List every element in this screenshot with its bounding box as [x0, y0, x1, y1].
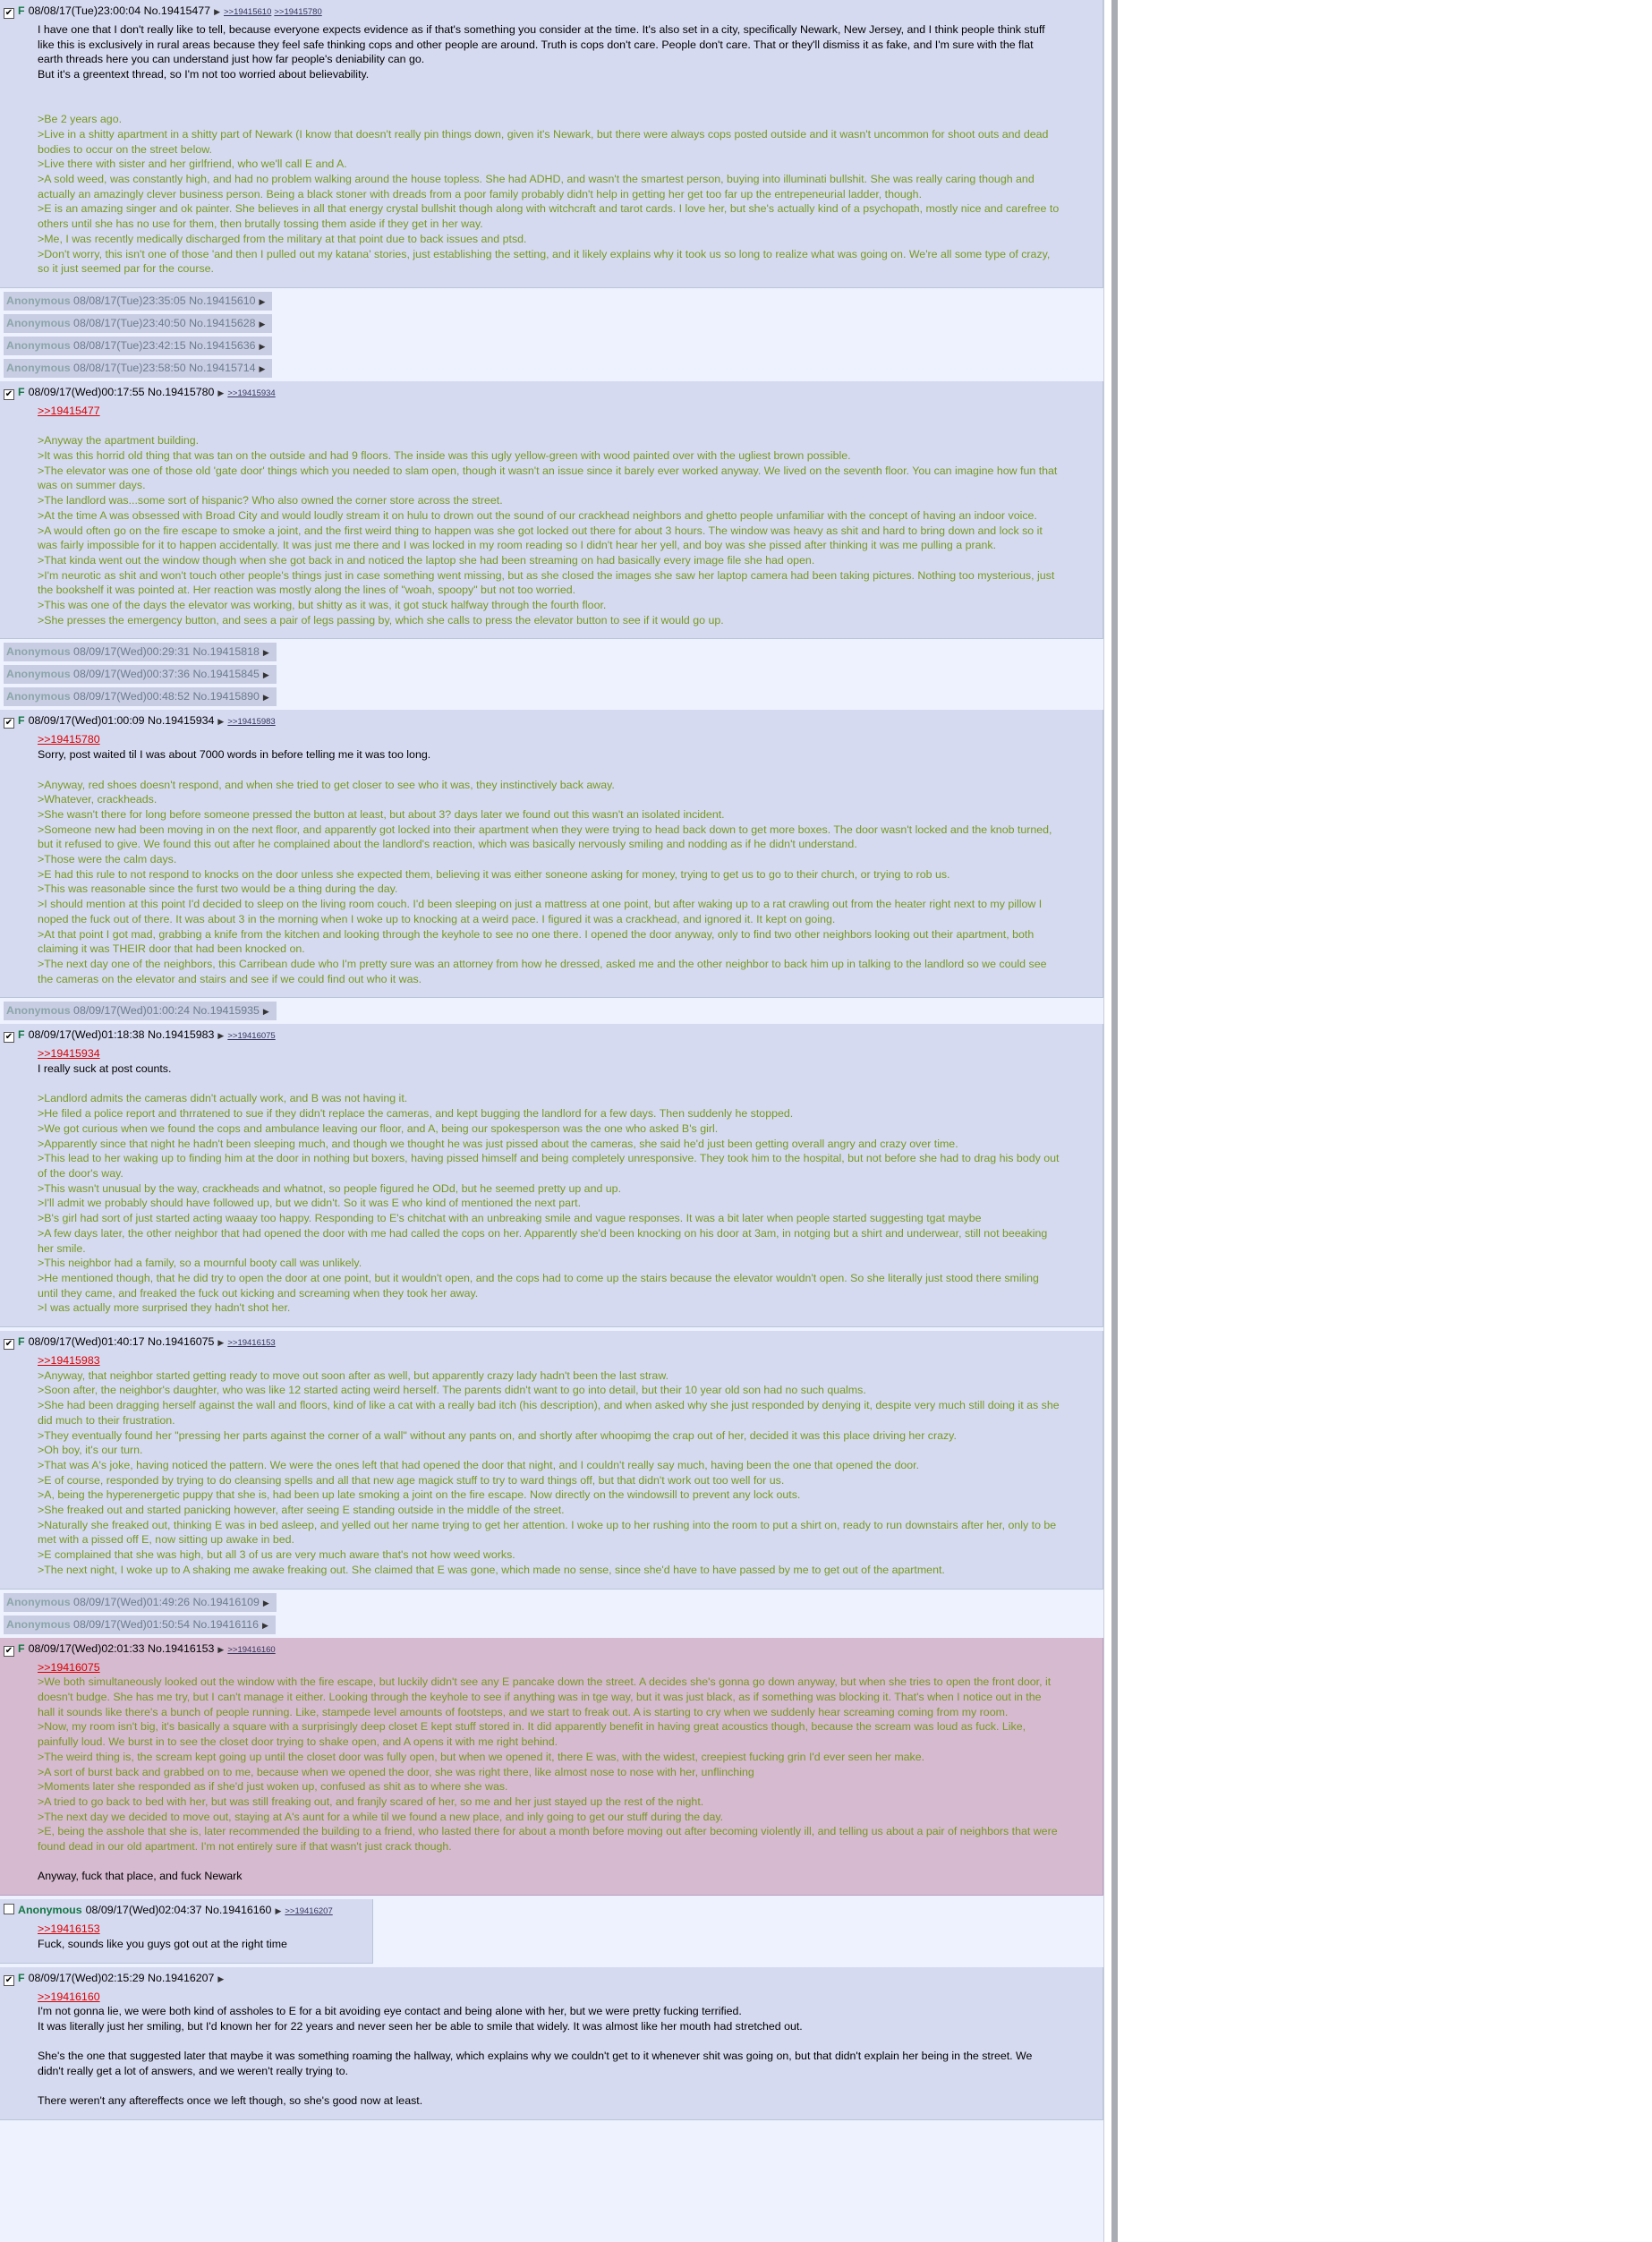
- post-line: [38, 508, 1061, 524]
- greentext-line: >It was this horrid old thing that was tan on the outside and had 9 floors. The inside was this ugly yellow-green with wood painted over with the ugliest brown possible.: [38, 449, 851, 463]
- post-line: [38, 1046, 1061, 1061]
- greentext-line: >She had been dragging herself against the wall and floors, kind of like a cat with a really bad itch (his description), and when asked why she just responded by denying it, despite very much still doing it as she did much to their frustration.: [38, 1399, 1060, 1427]
- post-line: [38, 2049, 1061, 2078]
- quote-link[interactable]: >>19415780: [38, 733, 100, 746]
- greentext-line: >That was A's joke, having noticed the pattern. We were the ones left that had opened the door that night, and I couldn't really say much, having been the one that opened the door.: [38, 1458, 920, 1471]
- post-number[interactable]: No.19416116: [192, 1617, 259, 1631]
- text-line: I'm not gonna lie, we were both kind of assholes to E for a bit avoiding eye contact and being alone with her, but we were pretty fucking terrified.: [38, 2005, 742, 2018]
- greentext-line: >At that point I got mad, grabbing a knife from the kitchen and looking through the keyhole to see no one there. I opened the door anyway, only to find two other neighbors looking out their apartment, both claiming it was THEIR door that had been knocked on.: [38, 927, 1035, 956]
- poster-name: F: [18, 714, 25, 728]
- post-body: [0, 401, 1103, 628]
- greentext-line: >A would often go on the fire escape to smoke a joint, and the first weird thing to happen was she got locked out there for about 3 hours. The window was heavy as shit and hard to bring down and lock so it was fairly impossible for it to happen accidentally. It was just me there and I was locked in my room reading so I didn't hear her yell, and boy was she pissed after thinking it was me pulling a prank.: [38, 524, 1043, 552]
- greentext-line: >E, being the asshole that she is, later recommended the building to a friend, who lasted there for about a month before moving out after becoming violently ill, and telling us about a pair of neighbors that were found dead in our old apartment. I'm not entirely sure if that wasn't just crack though.: [38, 1825, 1058, 1854]
- post-line: [38, 201, 1061, 231]
- post-line: [38, 1518, 1061, 1547]
- poster-name: F: [18, 4, 25, 17]
- post-line: [38, 867, 1061, 882]
- greentext-line: >This wasn't unusual by the way, crackheads and whatnot, so people figured he ODd, but he seemed pretty up and up.: [38, 1181, 622, 1195]
- poster-name: Anonymous: [6, 645, 71, 659]
- post-menu-arrow-icon[interactable]: ▶: [217, 388, 225, 397]
- post-line: [38, 897, 1061, 926]
- reply-post: [0, 1024, 1103, 1327]
- greentext-line: >A sold weed, was constantly high, and had no problem walking around the house topless. She had ADHD, and wasn't the smartest person, buying into illuminati bullshit. She was really caring though and actually an amazingly clever business person. Being a black stoner with dreads from a poor family probably didn't help in getting her get too far up the entrepeneurial ladder, though.: [38, 173, 1035, 200]
- greentext-line: >A few days later, the other neighbor that had opened the door with me had called the cops on her. Apparently she'd been knocking on his door at 3am, in notging but a shirt and underwear, still not beeaking her smile.: [38, 1226, 1048, 1255]
- post-menu-arrow-icon[interactable]: ▶: [217, 1338, 225, 1348]
- greentext-line: >Someone new had been moving in on the next floor, and apparently got locked into their apartment when they were trying to head back down to get more boxes. The door wasn't locked and the knob turned, but it refused to give. We found this out after he complained about the landlord's reaction, which was basically nervously smiling and nodding as if he didn't understand.: [38, 823, 1052, 851]
- greentext-line: >Soon after, the neighbor's daughter, who was like 12 started acting weird herself. The parents didn't want to go into detail, but their 10 year old son had no such qualms.: [38, 1384, 866, 1397]
- greentext-line: >We both simultaneously looked out the window with the fire escape, but luckily didn't see any E pancake down the street. A decides she's gonna go down anyway, but when she tries to open the front door, it doesn't budge. She has me try, but I can't manage it either. Looking through the keyhole to see if anything was in tge way, but it was just black, as if something was blocking it. That's when I notice out in the hall it sounds like there's a bunch of people running. Like, stampede level amounts of footsteps, and we start to freak out. A is starting to cry when we suddenly hear screaming coming from my room.: [38, 1675, 1052, 1718]
- backlink[interactable]: >>19415983: [227, 717, 276, 728]
- post-line: [38, 1458, 1061, 1473]
- post-line: [38, 1488, 1061, 1503]
- post-line: [38, 732, 1061, 747]
- backlink[interactable]: >>19415934: [227, 388, 276, 398]
- backlink[interactable]: >>19416153: [227, 1338, 276, 1349]
- reply-post: [0, 381, 1103, 640]
- post-line: [38, 927, 1061, 957]
- post-number[interactable]: No.19415610: [189, 294, 256, 307]
- post-date: 08/09/17(Wed)02:01:33: [28, 1641, 145, 1655]
- post-date: 08/08/17(Tue)23:42:15: [73, 338, 186, 352]
- poster-name: Anonymous: [6, 338, 71, 352]
- poster-name: Anonymous: [6, 1595, 71, 1608]
- post-menu-arrow-icon[interactable]: ▶: [217, 1973, 225, 1983]
- reply-post: [0, 710, 1103, 998]
- line-break: [38, 2034, 1061, 2050]
- post-line: [38, 1211, 1061, 1226]
- post-header: [0, 383, 1103, 401]
- text-line: But it's a greentext thread, so I'm not too worried about believability.: [38, 68, 370, 81]
- greentext-line: >E complained that she was high, but all 3 of us are very much aware that's not how weed works.: [38, 1548, 515, 1562]
- text-line: Fuck, sounds like you guys got out at the right time: [38, 1937, 287, 1950]
- post-line: [38, 882, 1061, 897]
- post-line: [38, 1660, 1061, 1675]
- post-number[interactable]: No.19415845: [192, 668, 260, 681]
- reply-post: [0, 1899, 373, 1963]
- post-line: [38, 1824, 1061, 1854]
- post-date: 08/08/17(Tue)23:00:04: [28, 4, 141, 17]
- post-number[interactable]: No.19416207: [148, 1971, 215, 1984]
- post-line: [38, 1794, 1061, 1810]
- line-break: [38, 98, 1061, 113]
- post-date: 08/09/17(Wed)00:48:52: [73, 690, 191, 703]
- post-line: [38, 172, 1061, 201]
- post-number[interactable]: No.19415983: [148, 1028, 215, 1042]
- post-line: [38, 1503, 1061, 1518]
- greentext-line: >The next day we decided to move out, staying at A's aunt for a while til we found a new place, and inly going to get our stuff during the day.: [38, 1810, 724, 1823]
- post-line: [38, 1271, 1061, 1300]
- greentext-line: >The next night, I woke up to A shaking me awake freaking out. She claimed that E was gone, which made no sense, since she'd have to have passed by me to get out of the apartment.: [38, 1563, 945, 1576]
- text-line: It was literally just her smiling, but I'd known her for 22 years and never seen her be able to smile that widely. It was almost like her mouth had stretched out.: [38, 2019, 803, 2033]
- greentext-line: >Anyway the apartment building.: [38, 434, 200, 448]
- post-date: 08/09/17(Wed)01:00:24: [73, 1004, 191, 1018]
- post-line: [38, 1151, 1061, 1181]
- text-line: Sorry, post waited til I was about 7000 words in before telling me it was too long.: [38, 748, 431, 762]
- text-line: There weren't any aftereffects once we left though, so she's good now at least.: [38, 2094, 423, 2108]
- post-date: 08/08/17(Tue)23:40:50: [73, 316, 186, 329]
- poster-name: Anonymous: [6, 1004, 71, 1018]
- post-line: [38, 1300, 1061, 1316]
- post-line: [38, 127, 1061, 157]
- post-date: 08/09/17(Wed)00:17:55: [28, 385, 145, 398]
- hidden-post[interactable]: [0, 1593, 1103, 1613]
- poster-name: F: [18, 1971, 25, 1984]
- backlink[interactable]: >>19416075: [227, 1031, 276, 1042]
- post-line: [38, 1091, 1061, 1106]
- greentext-line: >A sort of burst back and grabbed on to me, because when we opened the door, she was right there, like almost nose to nose with her, unflinching: [38, 1765, 754, 1778]
- post-line: [38, 792, 1061, 807]
- greentext-line: >E of course, responded by trying to do cleansing spells and all that new age magick stuff to try to ward things off, but that didn't work out too well for us.: [38, 1473, 785, 1487]
- post-line: [38, 2004, 1061, 2019]
- select-checkbox[interactable]: ✔: [4, 1645, 13, 1656]
- greentext-line: >Anyway, that neighbor started getting ready to move out soon after as well, but apparently crazy lady hadn't been the last straw.: [38, 1368, 669, 1382]
- line-break: [38, 763, 1061, 778]
- post-date: 08/09/17(Wed)01:50:54: [73, 1617, 191, 1631]
- poster-name: F: [18, 1641, 25, 1655]
- post-line: [38, 1383, 1061, 1398]
- select-checkbox[interactable]: ✔: [4, 718, 13, 729]
- post-line: [38, 493, 1061, 508]
- post-number[interactable]: No.19415934: [148, 714, 215, 728]
- greentext-line: >Oh boy, it's our turn.: [38, 1444, 143, 1457]
- hidden-post-stub[interactable]: [4, 359, 272, 378]
- post-line: [38, 1137, 1061, 1152]
- reply-post: [0, 1331, 1103, 1590]
- blank-area: [1131, 0, 1652, 2242]
- post-line: [38, 404, 1061, 419]
- text-line: Anyway, fuck that place, and fuck Newark: [38, 1870, 243, 1883]
- greentext-line: >He filed a police report and thrratened to sue if they didn't replace the cameras, and kept bugging the landlord for a few days. Then suddenly he stopped.: [38, 1107, 794, 1121]
- greentext-line: >Live in a shitty apartment in a shitty part of Newark (I know that doesn't really pin things down, given it's Newark, but there were always cops posted outside and it wasn't uncommon for shoot outs and dead bodies to occur on the street below.: [38, 127, 1049, 156]
- greentext-line: >I was actually more surprised they hadn't shot her.: [38, 1301, 291, 1315]
- post-body: [0, 20, 1103, 277]
- greentext-line: >Me, I was recently medically discharged from the military at that point due to back issues and ptsd.: [38, 232, 527, 245]
- greentext-line: >The elevator was one of those old 'gate door' things which you needed to slam open, though it wasn't an issue since it barely ever worked anyway. We lived on the seventh floor. You can imagine how fun that was on summer days.: [38, 464, 1058, 492]
- post-line: [38, 778, 1061, 793]
- hidden-post[interactable]: [0, 1615, 1103, 1635]
- post-header: [0, 2, 1103, 20]
- greentext-line: >E is an amazing singer and ok painter. She believes in all that energy crystal bullshit though along with witchcraft and tarot cards. I love her, but she's actually kind of a psychopath, mostly nice and carefree to others until she has no use for them, then brutally tossing them aside if they get in her way.: [38, 202, 1060, 231]
- post-line: [38, 1428, 1061, 1444]
- hidden-post-stub[interactable]: [4, 665, 277, 684]
- text-line: I have one that I don't really like to tell, because everyone expects evidence as if that's something you consider at the time. It's also set in a city, specifically Newark, New Jersey, and I think people think stuff like this is exclusively in rural areas because they feel safe thinking cops and other people are around. Truth is cops don't care. People don't care. That or they'll dismiss it as fake, and I'm sure with the flat earth threads here you can understand just how far people's deniability can go.: [38, 23, 1045, 66]
- hidden-post-stub[interactable]: [4, 314, 272, 333]
- post-line: [38, 524, 1061, 553]
- line-break: [38, 419, 1061, 434]
- greentext-line: >She presses the emergency button, and sees a pair of legs passing by, which she calls to press the elevator button to see if it would go up.: [38, 613, 724, 627]
- greentext-line: >The landlord was...some sort of hispanic? Who also owned the corner store across the street.: [38, 494, 503, 507]
- post-line: [38, 1719, 1061, 1749]
- select-checkbox[interactable]: ✔: [4, 1032, 13, 1043]
- post-date: 08/09/17(Wed)01:49:26: [73, 1595, 191, 1608]
- hidden-post-stub[interactable]: [4, 1615, 276, 1634]
- post-line: [38, 598, 1061, 613]
- post-line: [38, 1196, 1061, 1211]
- select-checkbox[interactable]: ✔: [4, 8, 13, 18]
- post-date: 08/08/17(Tue)23:35:05: [73, 294, 186, 307]
- expand-arrow-icon[interactable]: ▶: [259, 319, 266, 328]
- quote-link[interactable]: >>19416075: [38, 1660, 100, 1674]
- post-line: [38, 1922, 331, 1937]
- line-break: [38, 82, 1061, 98]
- quote-link[interactable]: >>19415983: [38, 1354, 100, 1368]
- backlink[interactable]: >>19416160: [227, 1644, 276, 1655]
- greentext-line: >Moments later she responded as if she'd just woken up, confused as shit as to where she was.: [38, 1780, 508, 1794]
- post-header: [0, 1901, 372, 1919]
- hidden-post[interactable]: [0, 314, 1103, 334]
- post-number[interactable]: No.19416153: [148, 1641, 215, 1655]
- greentext-line: >We got curious when we found the cops and ambulance leaving our floor, and A, being our spokesperson was the one who asked B's girl.: [38, 1121, 719, 1135]
- post-header: [0, 712, 1103, 729]
- expand-arrow-icon[interactable]: ▶: [262, 648, 269, 658]
- line-break: [38, 1854, 1061, 1870]
- greentext-line: >He mentioned though, that he did try to open the door at one point, but it wouldn't open, and the cops had to come up the stairs because the elevator wouldn't open. So she literally just stood there smiling until they came, and freaked the fuck out kicking and screaming when they took her away.: [38, 1271, 1039, 1300]
- post-line: [38, 1226, 1061, 1256]
- post-line: [38, 568, 1061, 598]
- hidden-post-stub[interactable]: [4, 1593, 277, 1612]
- quote-link[interactable]: >>19415477: [38, 404, 100, 417]
- poster-name: Anonymous: [6, 1617, 71, 1631]
- post-line: [38, 67, 1061, 82]
- post-line: [38, 1106, 1061, 1121]
- post-body: [0, 1044, 1103, 1316]
- poster-name: Anonymous: [6, 316, 71, 329]
- expand-arrow-icon[interactable]: ▶: [262, 1598, 269, 1607]
- post-line: [38, 807, 1061, 823]
- reply-post: [0, 1967, 1103, 2121]
- select-checkbox[interactable]: ✔: [4, 1339, 13, 1350]
- post-line: [38, 1061, 1061, 1077]
- greentext-line: >B's girl had sort of just started acting waaay too happy. Responding to E's chitchat with an unbreaking smile and vague responses. It was a bit later when people started suggesting tgat maybe: [38, 1212, 982, 1225]
- post-line: [38, 2093, 1061, 2109]
- greentext-line: >They eventually found her "pressing her parts against the corner of a wall" without any pants on, and shortly after whoopimg the crap out of her, decided it was this place driving her crazy.: [38, 1428, 957, 1442]
- greentext-line: >I'll admit we probably should have followed up, but we didn't. So it was E who kind of mentioned the next part.: [38, 1197, 582, 1210]
- post-body: [0, 1658, 1103, 1885]
- greentext-line: >That kinda went out the window though when she got back in and noticed the laptop she had been streaming on had basically every image file she had open.: [38, 553, 815, 567]
- expand-arrow-icon[interactable]: ▶: [262, 670, 269, 680]
- hidden-post[interactable]: [0, 665, 1103, 685]
- post-header: [0, 1333, 1103, 1351]
- post-line: [38, 232, 1061, 247]
- greentext-line: >She wasn't there for long before someone pressed the button at least, but about 3? days later we found out this wasn't an isolated incident.: [38, 807, 725, 821]
- expand-arrow-icon[interactable]: ▶: [259, 296, 266, 306]
- greentext-line: >Now, my room isn't big, it's basically a square with a surprisingly deep closet E kept stuff stored in. It did apparently benefit in having great acoustics though, because the scream was loud as fuck. Like, painfully loud. We burst in to see the closet door trying to shake open, and A opens it with me right behind.: [38, 1720, 1026, 1749]
- greentext-line: >This was reasonable since the furst two would be a thing during the day.: [38, 882, 398, 896]
- post-line: [38, 1121, 1061, 1137]
- quote-link[interactable]: >>19416160: [38, 1990, 100, 2003]
- greentext-line: >Don't worry, this isn't one of those 'and then I pulled out my katana' stories, just establishing the setting, and it likely explains why it took us so long to realize what was going on. We're all some type of crazy, so it just seemed par for the course.: [38, 247, 1051, 276]
- greentext-line: >The next day one of the neighbors, this Carribean dude who I'm pretty sure was an attorney from how he dressed, asked me and the other neighbor to back him up in talking to the landlord so we could see the cameras on the elevator and stairs and see if we could find out who it was.: [38, 957, 1047, 985]
- hidden-post-stub[interactable]: [4, 643, 277, 661]
- post-menu-arrow-icon[interactable]: ▶: [217, 1031, 225, 1041]
- hidden-post-stub[interactable]: [4, 1002, 277, 1020]
- post-number[interactable]: No.19415628: [189, 316, 256, 329]
- hidden-post[interactable]: [0, 687, 1103, 707]
- hidden-post[interactable]: [0, 643, 1103, 662]
- greentext-line: >Landlord admits the cameras didn't actually work, and B was not having it.: [38, 1092, 408, 1105]
- post-menu-arrow-icon[interactable]: ▶: [275, 1906, 282, 1916]
- poster-name: Anonymous: [18, 1904, 82, 1917]
- greentext-line: >Naturally she freaked out, thinking E was in bed asleep, and yelled out her name trying to get her attention. I woke up to her rushing into the room to put a shirt on, ready to run downstairs after her, only to be met with a pissed off E, now sitting up awake in bed.: [38, 1518, 1057, 1547]
- post-line: [38, 613, 1061, 628]
- greentext-line: >This lead to her waking up to finding him at the door in nothing but boxers, having pissed himself and being completely unresponsive. They took him to the hospital, but not before she had to drag his body out of the door's way.: [38, 1152, 1060, 1180]
- greentext-line: >A tried to go back to bed with her, but was still freaking out, and franjly scared of her, so me and her just stayed up the rest of the night.: [38, 1794, 704, 1808]
- poster-name: Anonymous: [6, 668, 71, 681]
- hidden-post[interactable]: [0, 292, 1103, 311]
- post-line: [38, 1353, 1061, 1368]
- post-number[interactable]: No.19415780: [148, 385, 215, 398]
- post-date: 08/08/17(Tue)23:58:50: [73, 361, 186, 374]
- post-number[interactable]: No.19415477: [143, 4, 211, 17]
- expand-arrow-icon[interactable]: ▶: [259, 363, 266, 373]
- backlink[interactable]: >>19415780: [274, 7, 322, 17]
- poster-name: F: [18, 385, 25, 398]
- post-line: [38, 823, 1061, 852]
- expand-arrow-icon[interactable]: ▶: [262, 1007, 269, 1017]
- backlink[interactable]: >>19416207: [285, 1906, 333, 1917]
- expand-arrow-icon[interactable]: ▶: [261, 1620, 268, 1630]
- greentext-line: >I'm neurotic as shit and won't touch other people's things just in case something went missing, but as she closed the images she saw her laptop camera had been taking pictures. Nothing too mysterious, just the bookshelf it was pointed at. Her reaction was mostly along the lines of "woah, spoopy" but not too worried.: [38, 568, 1055, 597]
- post-line: [38, 1443, 1061, 1458]
- post-line: [38, 1990, 1061, 2005]
- post-line: [38, 1869, 1061, 1884]
- post-header: [0, 1969, 1103, 1987]
- post-line: [38, 1779, 1061, 1794]
- post-line: [38, 1398, 1061, 1428]
- post-date: 08/09/17(Wed)02:15:29: [28, 1971, 145, 1984]
- post-date: 08/09/17(Wed)00:29:31: [73, 645, 191, 659]
- post-date: 08/09/17(Wed)01:00:09: [28, 714, 145, 728]
- line-break: [38, 1077, 1061, 1092]
- greentext-line: >Those were the calm days.: [38, 853, 177, 866]
- poster-name: Anonymous: [6, 294, 71, 307]
- post-menu-arrow-icon[interactable]: ▶: [217, 1644, 225, 1654]
- greentext-line: >This neighbor had a family, so a mournful booty call was unlikely.: [38, 1257, 362, 1270]
- post-number[interactable]: No.19415636: [189, 338, 256, 352]
- greentext-line: >This was one of the days the elevator was working, but shitty as it was, it got stuck halfway through the fourth floor.: [38, 599, 607, 612]
- post-date: 08/09/17(Wed)01:18:38: [28, 1028, 145, 1042]
- post-line: [38, 448, 1061, 464]
- text-line: She's the one that suggested later that maybe it was something roaming the hallway, which explains why we couldn't get to it whenever shit was going on, but that didn't explain her being in the street. We didn't really get a lot of answers, and we weren't really trying to.: [38, 2050, 1033, 2078]
- greentext-line: >Anyway, red shoes doesn't respond, and when she tried to get closer to see who it was, they instinctively back away.: [38, 778, 615, 791]
- post-line: [38, 157, 1061, 172]
- hidden-post-stub[interactable]: [4, 337, 272, 355]
- line-break: [38, 2079, 1061, 2094]
- greentext-line: >Whatever, crackheads.: [38, 793, 158, 806]
- greentext-line: >I should mention at this point I'd decided to sleep on the living room couch. I'd been sleeping on just a mattress at one point, but after waking up to a rat crawling out from the heater right next to my pillow I noped the fuck out of there. It was about 3 in the morning when I woke up to knocking at a weird pace. I figured it was a crackhead, and ignored it. It kept on going.: [38, 898, 1043, 925]
- expand-arrow-icon[interactable]: ▶: [259, 341, 266, 351]
- select-checkbox[interactable]: [4, 1904, 14, 1914]
- select-checkbox[interactable]: ✔: [4, 1974, 13, 1985]
- post-line: [38, 2019, 1061, 2034]
- post-body: [0, 1987, 1103, 2110]
- post-menu-arrow-icon[interactable]: ▶: [214, 7, 220, 16]
- post-line: [38, 957, 1061, 986]
- post-number[interactable]: No.19415890: [192, 690, 260, 703]
- scrollbar[interactable]: [1103, 0, 1131, 2242]
- post-header: [0, 1026, 1103, 1044]
- post-line: [38, 553, 1061, 568]
- post-line: [38, 1547, 1061, 1563]
- reply-post: [0, 0, 1103, 288]
- post-line: [38, 1675, 1061, 1719]
- post-line: [38, 22, 1061, 67]
- quote-link[interactable]: >>19416153: [38, 1922, 100, 1936]
- post-line: [38, 1368, 1061, 1384]
- greentext-line: >A, being the hyperenergetic puppy that she is, had been up late smoking a joint on the fire escape. Now directly on the windowsill to prevent any lock outs.: [38, 1488, 801, 1502]
- post-header: [0, 1640, 1103, 1658]
- greentext-line: >E had this rule to not respond to knocks on the door unless she expected them, believing it was either soneone asking for money, trying to get us to go to their church, or trying to rob us.: [38, 867, 950, 881]
- post-line: [38, 1563, 1061, 1578]
- hidden-post-stub[interactable]: [4, 292, 272, 311]
- greentext-line: >Be 2 years ago.: [38, 113, 123, 126]
- quote-link[interactable]: >>19415934: [38, 1047, 100, 1061]
- poster-name: F: [18, 1028, 25, 1042]
- post-line: [38, 1937, 331, 1952]
- greentext-line: >Apparently since that night he hadn't been sleeping much, and though we thought he was just pissed about the cameras, she said he'd just been getting overall angry and crazy over time.: [38, 1137, 958, 1150]
- post-number[interactable]: No.19416160: [205, 1904, 272, 1917]
- post-number[interactable]: No.19416109: [192, 1595, 260, 1608]
- hidden-post[interactable]: [0, 359, 1103, 379]
- greentext-line: >She freaked out and started panicking however, after seeing E standing outside in the middle of the street.: [38, 1504, 565, 1517]
- backlink[interactable]: >>19415610: [223, 7, 272, 17]
- post-body: [0, 1351, 1103, 1578]
- poster-name: F: [18, 1335, 25, 1349]
- post-line: [38, 1473, 1061, 1488]
- post-number[interactable]: No.19415818: [192, 645, 260, 659]
- post-line: [38, 112, 1061, 127]
- post-line: [38, 1765, 1061, 1780]
- greentext-line: >At the time A was obsessed with Broad City and would loudly stream it on hulu to drown out the sound of our crackhead neighbors and ghetto people unfamiliar with the concept of having an indoor voice.: [38, 508, 1037, 522]
- post-line: [38, 747, 1061, 763]
- post-line: [38, 1750, 1061, 1765]
- post-number[interactable]: No.19415935: [192, 1004, 260, 1018]
- text-line: I really suck at post counts.: [38, 1062, 172, 1076]
- greentext-line: >The weird thing is, the scream kept going up until the closet door was fully open, but when we opened it, there E was, with the widest, creepiest fucking grin I'd ever seen her make.: [38, 1750, 925, 1763]
- hidden-post[interactable]: [0, 1002, 1103, 1021]
- hidden-post-stub[interactable]: [4, 687, 277, 706]
- greentext-line: >Live there with sister and her girlfriend, who we'll call E and A.: [38, 158, 347, 171]
- post-menu-arrow-icon[interactable]: ▶: [217, 717, 225, 727]
- post-number[interactable]: No.19416075: [148, 1335, 215, 1349]
- post-line: [38, 1181, 1061, 1197]
- poster-name: Anonymous: [6, 361, 71, 374]
- scrollbar-track[interactable]: [1111, 0, 1118, 2242]
- post-date: 08/09/17(Wed)00:37:36: [73, 668, 191, 681]
- post-line: [38, 1256, 1061, 1271]
- post-body: [0, 729, 1103, 986]
- post-number[interactable]: No.19415714: [189, 361, 256, 374]
- select-checkbox[interactable]: ✔: [4, 388, 13, 399]
- post-body: [0, 1919, 372, 1951]
- post-date: 08/09/17(Wed)01:40:17: [28, 1335, 145, 1349]
- expand-arrow-icon[interactable]: ▶: [262, 693, 269, 703]
- post-line: [38, 852, 1061, 867]
- reply-post: [0, 1638, 1103, 1897]
- post-date: 08/09/17(Wed)02:04:37: [85, 1904, 202, 1917]
- post-line: [38, 464, 1061, 493]
- poster-name: Anonymous: [6, 690, 71, 703]
- hidden-post[interactable]: [0, 337, 1103, 356]
- post-line: [38, 247, 1061, 277]
- post-line: [38, 433, 1061, 448]
- post-line: [38, 1810, 1061, 1825]
